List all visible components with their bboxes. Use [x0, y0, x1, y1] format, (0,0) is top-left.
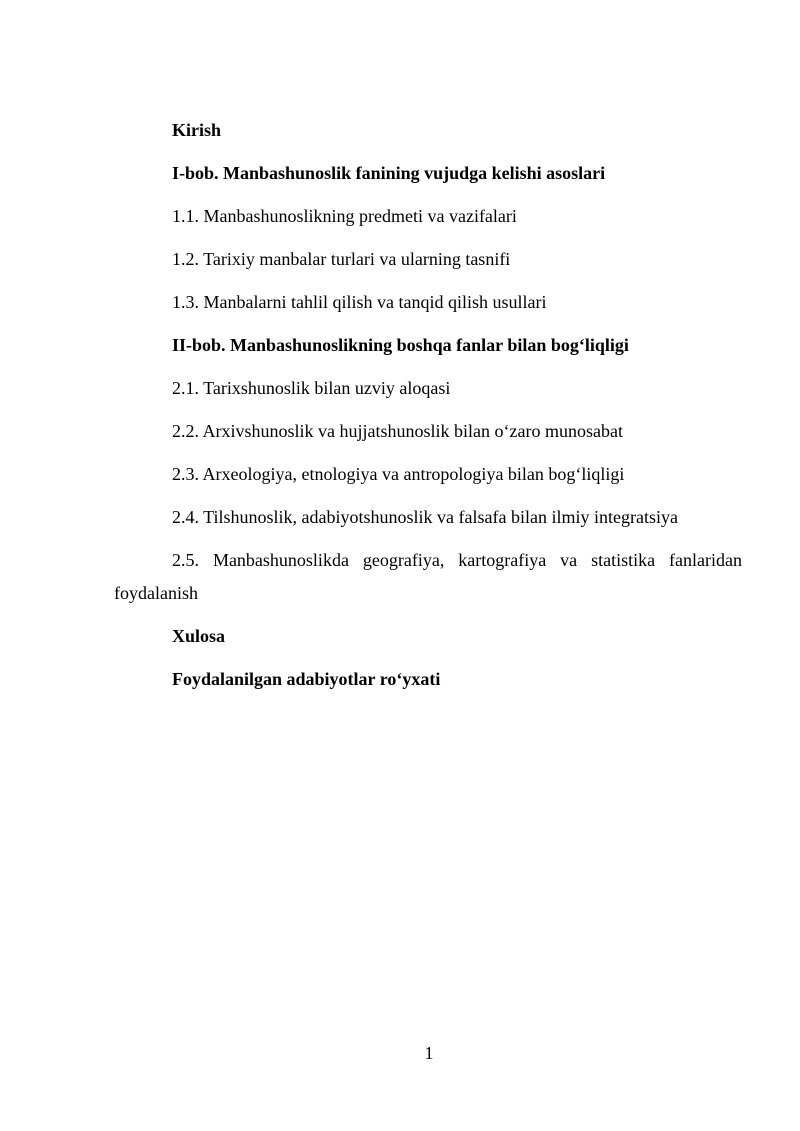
toc-entry-chapter-2: II-bob. Manbashunoslikning boshqa fanlar bilan bog‘liqligi: [172, 335, 629, 355]
toc-entry-section-2-5: 2.5. Manbashunoslikda geografiya, kartografiya va statistika fanlaridan foydalanish: [114, 550, 742, 603]
page-number: 1: [424, 1043, 434, 1063]
toc-entry-conclusion: Xulosa: [172, 626, 226, 646]
toc-entry-section-1-1: 1.1. Manbashunoslikning predmeti va vazifalari: [172, 206, 517, 226]
toc-entry-section-1-3: 1.3. Manbalarni tahlil qilish va tanqid qilish usullari: [172, 292, 547, 312]
toc-entry-references: Foydalanilgan adabiyotlar ro‘yxati: [172, 669, 441, 689]
toc-entry-section-2-3: 2.3. Arxeologiya, etnologiya va antropologiya bilan bog‘liqligi: [172, 464, 625, 484]
toc-entry-section-2-1: 2.1. Tarixshunoslik bilan uzviy aloqasi: [172, 378, 451, 398]
toc-entry-section-2-2: 2.2. Arxivshunoslik va hujjatshunoslik bilan o‘zaro munosabat: [172, 421, 623, 441]
toc-entry-section-2-4: 2.4. Tilshunoslik, adabiyotshunoslik va falsafa bilan ilmiy integratsiya: [172, 507, 678, 527]
table-of-contents: [114, 119, 742, 711]
toc-entry-section-1-2: 1.2. Tarixiy manbalar turlari va ularning tasnifi: [172, 249, 511, 269]
toc-entry-chapter-1: I-bob. Manbashunoslik fanining vujudga kelishi asoslari: [172, 163, 606, 183]
toc-entry-introduction: Kirish: [172, 120, 222, 140]
